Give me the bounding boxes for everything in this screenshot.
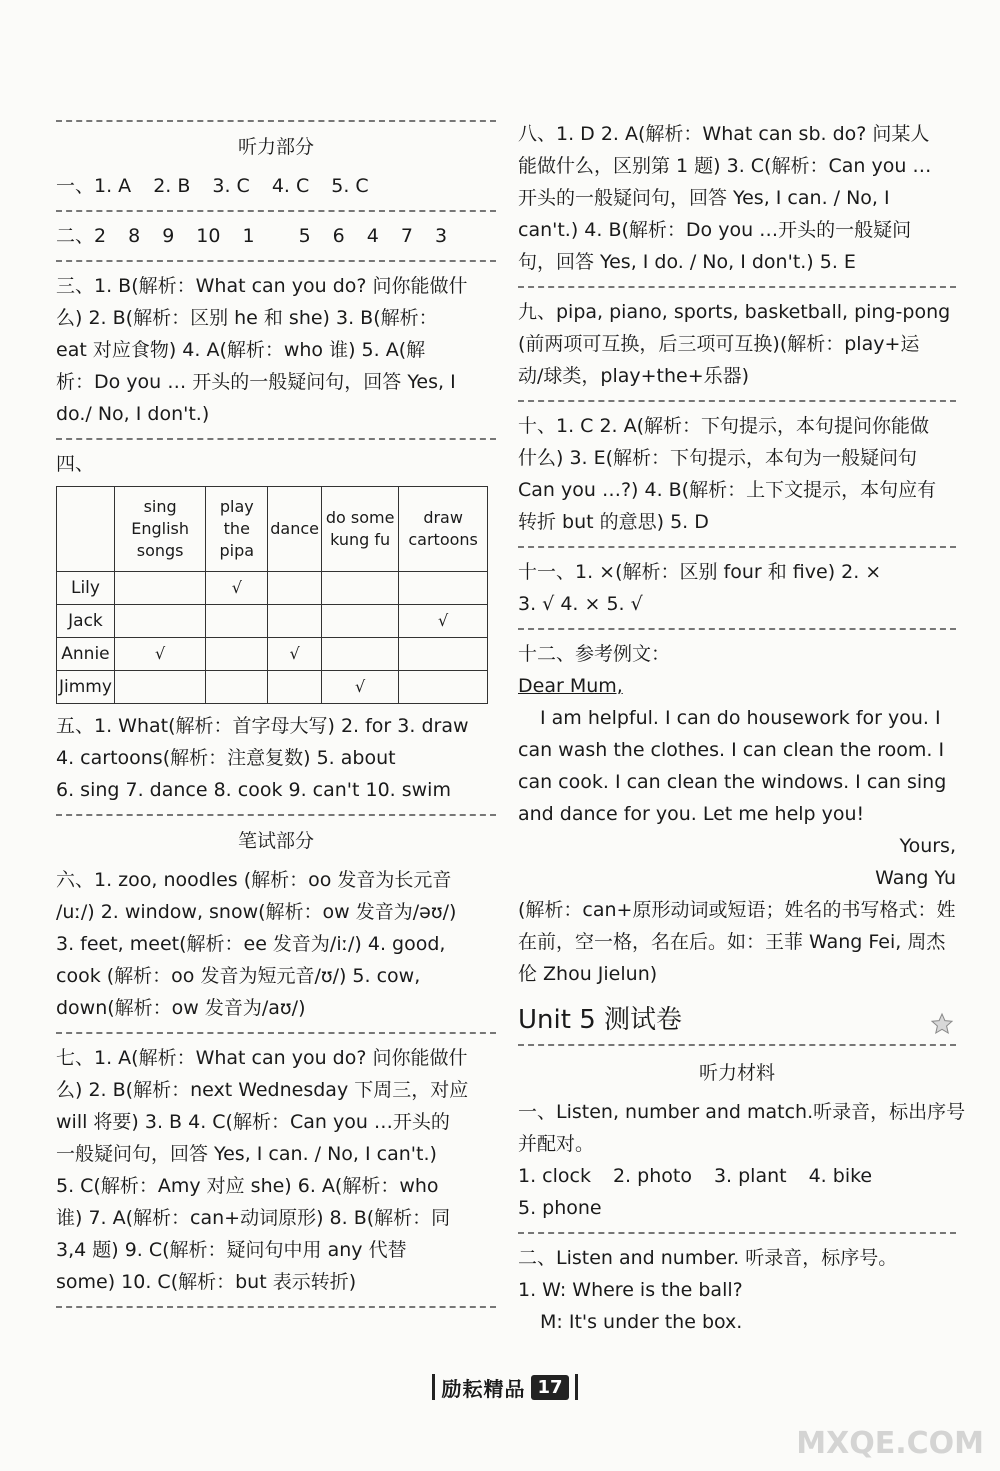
divider <box>56 260 496 262</box>
star-icon <box>930 1006 954 1030</box>
answer-item: 5 <box>298 225 311 247</box>
table-cell <box>114 671 205 704</box>
text-line: 3,4 题) 9. C(解析：疑问句中用 any 代替 <box>56 1239 407 1261</box>
table-cell: √ <box>114 638 205 671</box>
text-line: 么) 2. B(解析：next Wednesday 下周三，对应 <box>56 1079 469 1101</box>
divider <box>56 438 496 440</box>
table-row <box>57 605 488 638</box>
letter-line: can wash the clothes. I can clean the room. I <box>518 739 945 761</box>
answer-section-6 <box>56 864 496 1024</box>
answer-item: 10 <box>196 225 221 247</box>
text-line: 二、Listen and number. 听录音，标序号。 <box>518 1247 898 1269</box>
text-line: (前两项可互换，后三项可互换)(解析：play+运 <box>518 333 920 355</box>
table-header: play the pipa <box>206 487 268 572</box>
table-header: draw cartoons <box>399 487 488 572</box>
answer-section-2 <box>56 220 496 252</box>
answer-section-3 <box>56 270 496 430</box>
letter-line: I am helpful. I can do housework for you. I <box>540 707 941 729</box>
unit-title-text: Unit 5 测试卷 <box>518 1005 682 1035</box>
table-cell: Annie <box>57 638 115 671</box>
section-label: 十二、参考例文： <box>518 643 671 665</box>
text-line: 句，回答 Yes, I do. / No, I don't.) 5. E <box>518 251 856 273</box>
text-line: 3. feet, meet(解析：ee 发音为/iː/) 4. good, <box>56 933 446 955</box>
text-line: 谁) 7. A(解析：can+动词原形) 8. B(解析：同 <box>56 1207 451 1229</box>
table-cell <box>114 572 205 605</box>
text-line: 十一、1. ×(解析：区别 four 和 five) 2. × <box>518 561 882 583</box>
material-title: 听力材料 <box>698 1062 775 1084</box>
answer-item: 5. C <box>331 175 369 197</box>
text-line: 能做什么，区别第 1 题) 3. C(解析：Can you … <box>518 155 932 177</box>
text-line: will 将要) 3. B 4. C(解析：Can you …开头的 <box>56 1111 450 1133</box>
text-line: 伦 Zhou Jielun) <box>518 963 658 985</box>
dialog-line: M: It's under the box. <box>540 1311 743 1333</box>
text-line: 开头的一般疑问句，回答 Yes, I can. / No, I <box>518 187 890 209</box>
text-line: 动/球类，play+the+乐器) <box>518 365 750 387</box>
table-cell: Jack <box>57 605 115 638</box>
table-cell <box>206 638 268 671</box>
table-cell: √ <box>322 671 399 704</box>
table-cell <box>268 671 322 704</box>
watermark: MXQE.COM <box>796 1426 984 1461</box>
unit-title <box>518 998 956 1042</box>
answer-section-10 <box>518 410 956 538</box>
text-line: 六、1. zoo, noodles (解析：oo 发音为长元音 <box>56 869 452 891</box>
table-cell <box>206 671 268 704</box>
table-cell <box>399 572 488 605</box>
table-row <box>57 572 488 605</box>
text-line: 转折 but 的意思) 5. D <box>518 511 709 533</box>
answer-section-9 <box>518 296 956 392</box>
letter-signature: Wang Yu <box>875 867 956 889</box>
divider <box>518 546 956 548</box>
text-line: /uː/) 2. window, snow(解析：ow 发音为/əʊ/) <box>56 901 457 923</box>
table-header: do some kung fu <box>322 487 399 572</box>
answer-item: 8 <box>128 225 141 247</box>
divider <box>56 120 496 122</box>
table-cell <box>322 605 399 638</box>
letter-greeting: Dear Mum, <box>518 675 623 697</box>
table-cell: √ <box>268 638 322 671</box>
divider <box>56 814 496 816</box>
answer-section-7 <box>56 1042 496 1298</box>
list-item: 5. phone <box>518 1197 602 1219</box>
text-line: 五、1. What(解析：首字母大写) 2. for 3. draw <box>56 715 469 737</box>
listening-section-title: 听力部分 <box>237 136 314 158</box>
text-line: 并配对。 <box>518 1133 595 1155</box>
divider <box>518 400 956 402</box>
divider <box>56 1306 496 1308</box>
page-footer <box>420 1370 590 1404</box>
answer-item: 1 <box>242 225 255 247</box>
answer-item: 6 <box>332 225 345 247</box>
table-cell <box>322 572 399 605</box>
table-header: dance <box>268 487 322 572</box>
section-label: 一、 <box>56 175 95 197</box>
divider <box>56 1032 496 1034</box>
right-column <box>518 112 966 1344</box>
footer-bar <box>432 1374 435 1400</box>
answer-item: 3. C <box>212 175 250 197</box>
table-cell <box>114 605 205 638</box>
answer-section-8 <box>518 118 956 278</box>
section-label: 四、 <box>56 453 95 475</box>
section-label: 二、 <box>56 225 95 247</box>
divider <box>518 286 956 288</box>
text-line: down(解析：ow 发音为/aʊ/) <box>56 997 306 1019</box>
answer-item: 9 <box>162 225 175 247</box>
left-column <box>56 112 496 1316</box>
text-line: 析：Do you … 开头的一般疑问句，回答 Yes, I <box>56 371 456 393</box>
divider <box>518 628 956 630</box>
material-section-1 <box>518 1096 966 1224</box>
material-section-2 <box>518 1242 956 1338</box>
table-cell <box>399 638 488 671</box>
letter-line: and dance for you. Let me help you! <box>518 803 865 825</box>
text-line: 在前，空一格，名在后。如：王菲 Wang Fei, 周杰 <box>518 931 946 953</box>
list-item: 3. plant <box>713 1165 787 1187</box>
word-list <box>518 1160 956 1192</box>
answer-item: 2. B <box>153 175 191 197</box>
table-cell: √ <box>399 605 488 638</box>
list-item: 4. bike <box>808 1165 873 1187</box>
text-line: 什么) 3. E(解析：下句提示，本句为一般疑问句 <box>518 447 918 469</box>
table-header: sing English songs <box>114 487 205 572</box>
dialog-line: 1. W: Where is the ball? <box>518 1279 743 1301</box>
text-line: some) 10. C(解析：but 表示转折) <box>56 1271 357 1293</box>
text-line: do./ No, I don't.) <box>56 403 210 425</box>
text-line: 4. cartoons(解析：注意复数) 5. about <box>56 747 396 769</box>
answer-item: 3 <box>434 225 448 247</box>
divider <box>56 210 496 212</box>
answer-section-12 <box>518 638 956 990</box>
answer-item: 7 <box>400 225 413 247</box>
text-line: 么) 2. B(解析：区别 he 和 she) 3. B(解析： <box>56 307 438 329</box>
table-cell <box>322 638 399 671</box>
table-cell <box>268 605 322 638</box>
text-line: 九、pipa, piano, sports, basketball, ping-pong <box>518 301 951 323</box>
answer-item: 4. C <box>271 175 310 197</box>
answer-section-5 <box>56 710 496 806</box>
text-line: 5. C(解析：Amy 对应 she) 6. A(解析：who <box>56 1175 439 1197</box>
table-cell: Jimmy <box>57 671 115 704</box>
text-line: 十、1. C 2. A(解析：下句提示，本句提问你能做 <box>518 415 930 437</box>
text-line: 七、1. A(解析：What can you do? 问你能做什 <box>56 1047 468 1069</box>
table-cell <box>206 605 268 638</box>
divider <box>518 1232 956 1234</box>
letter-line: can cook. I can clean the windows. I can sing <box>518 771 947 793</box>
table-cell: Lily <box>57 572 115 605</box>
table-header-row <box>57 487 488 572</box>
written-section-title: 笔试部分 <box>237 830 314 852</box>
text-line: can't.) 4. B(解析：Do you …开头的一般疑问 <box>518 219 912 241</box>
divider <box>518 1044 956 1046</box>
footer-bar <box>575 1374 578 1400</box>
text-line: 一般疑问句，回答 Yes, I can. / No, I can't.) <box>56 1143 437 1165</box>
table-row <box>57 671 488 704</box>
text-line: 三、1. B(解析：What can you do? 问你能做什 <box>56 275 468 297</box>
answer-section-1 <box>56 170 496 202</box>
letter-closing: Yours, <box>899 835 956 857</box>
text-line: Can you …?) 4. B(解析：上下文提示，本句应有 <box>518 479 937 501</box>
answer-section-11 <box>518 556 956 620</box>
table-cell <box>268 572 322 605</box>
table-header <box>57 487 115 572</box>
text-line: 八、1. D 2. A(解析：What can sb. do? 问某人 <box>518 123 930 145</box>
text-line: 一、Listen, number and match.听录音，标出序号 <box>518 1101 966 1123</box>
activity-table <box>56 486 488 704</box>
page-number: 17 <box>531 1375 568 1400</box>
table-row <box>57 638 488 671</box>
text-line: cook (解析：oo 发音为短元音/ʊ/) 5. cow, <box>56 965 421 987</box>
table-cell: √ <box>206 572 268 605</box>
answer-item: 1. A <box>94 175 132 197</box>
table-cell <box>399 671 488 704</box>
list-item: 1. clock <box>518 1165 591 1187</box>
text-line: 3. √ 4. × 5. √ <box>518 593 643 615</box>
answer-item: 4 <box>366 225 379 247</box>
text-line: eat 对应食物) 4. A(解析：who 谁) 5. A(解 <box>56 339 426 361</box>
footer-brand: 励耘精品 <box>441 1376 526 1401</box>
answer-item: 2 <box>94 225 107 247</box>
text-line: 6. sing 7. dance 8. cook 9. can't 10. swim <box>56 779 451 801</box>
list-item: 2. photo <box>612 1165 692 1187</box>
text-line: (解析：can+原形动词或短语；姓名的书写格式：姓 <box>518 899 956 921</box>
